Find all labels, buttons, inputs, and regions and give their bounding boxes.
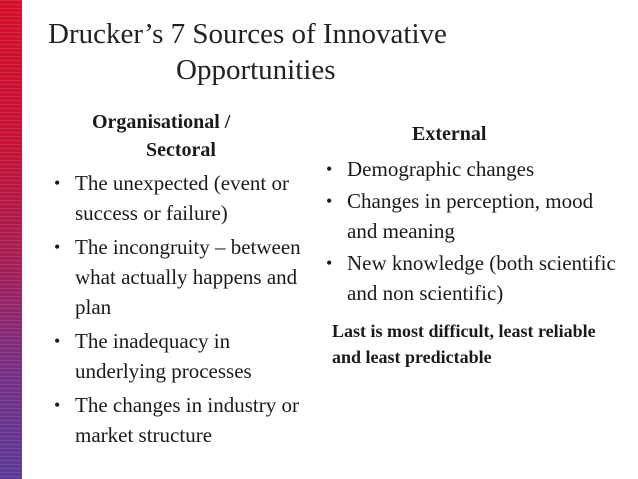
title-line-1: Drucker’s 7 Sources of Innovative bbox=[48, 18, 447, 50]
list-item-text: Changes in perception, mood and meaning bbox=[347, 189, 594, 243]
left-column-heading bbox=[50, 108, 282, 164]
left-column bbox=[50, 108, 310, 450]
list-item bbox=[322, 186, 622, 246]
list-item-text: The inadequacy in underlying processes bbox=[75, 329, 252, 383]
list-item-text: New knowledge (both scientific and non scientific) bbox=[347, 251, 616, 305]
list-item bbox=[50, 326, 310, 386]
bullet-icon: • bbox=[54, 237, 61, 257]
list-item-text: The unexpected (event or success or failure) bbox=[75, 171, 289, 225]
note-text: Last is most difficult, least reliable and least predictable bbox=[332, 321, 596, 367]
right-bullet-list bbox=[322, 154, 622, 308]
bullet-icon: • bbox=[54, 173, 61, 193]
left-heading-line-1: Organisational / bbox=[92, 111, 231, 133]
list-item bbox=[50, 390, 310, 450]
list-item bbox=[322, 154, 622, 184]
decorative-sidebar bbox=[0, 0, 22, 479]
bullet-icon: • bbox=[326, 159, 333, 179]
right-column bbox=[322, 120, 622, 370]
list-item bbox=[322, 248, 622, 308]
bullet-icon: • bbox=[54, 395, 61, 415]
left-heading-line-2: Sectoral bbox=[146, 139, 216, 161]
list-item bbox=[50, 168, 310, 228]
list-item bbox=[50, 232, 310, 322]
list-item-text: Demographic changes bbox=[347, 157, 535, 181]
list-item-text: The changes in industry or market structure bbox=[75, 393, 299, 447]
list-item-text: The incongruity – between what actually happens and plan bbox=[75, 235, 301, 319]
bullet-icon: • bbox=[326, 253, 333, 273]
bullet-icon: • bbox=[54, 331, 61, 351]
left-bullet-list bbox=[50, 168, 310, 450]
right-column-heading: External bbox=[412, 123, 487, 145]
slide-title bbox=[48, 16, 608, 88]
title-line-2: Opportunities bbox=[176, 54, 336, 86]
bullet-icon: • bbox=[326, 191, 333, 211]
